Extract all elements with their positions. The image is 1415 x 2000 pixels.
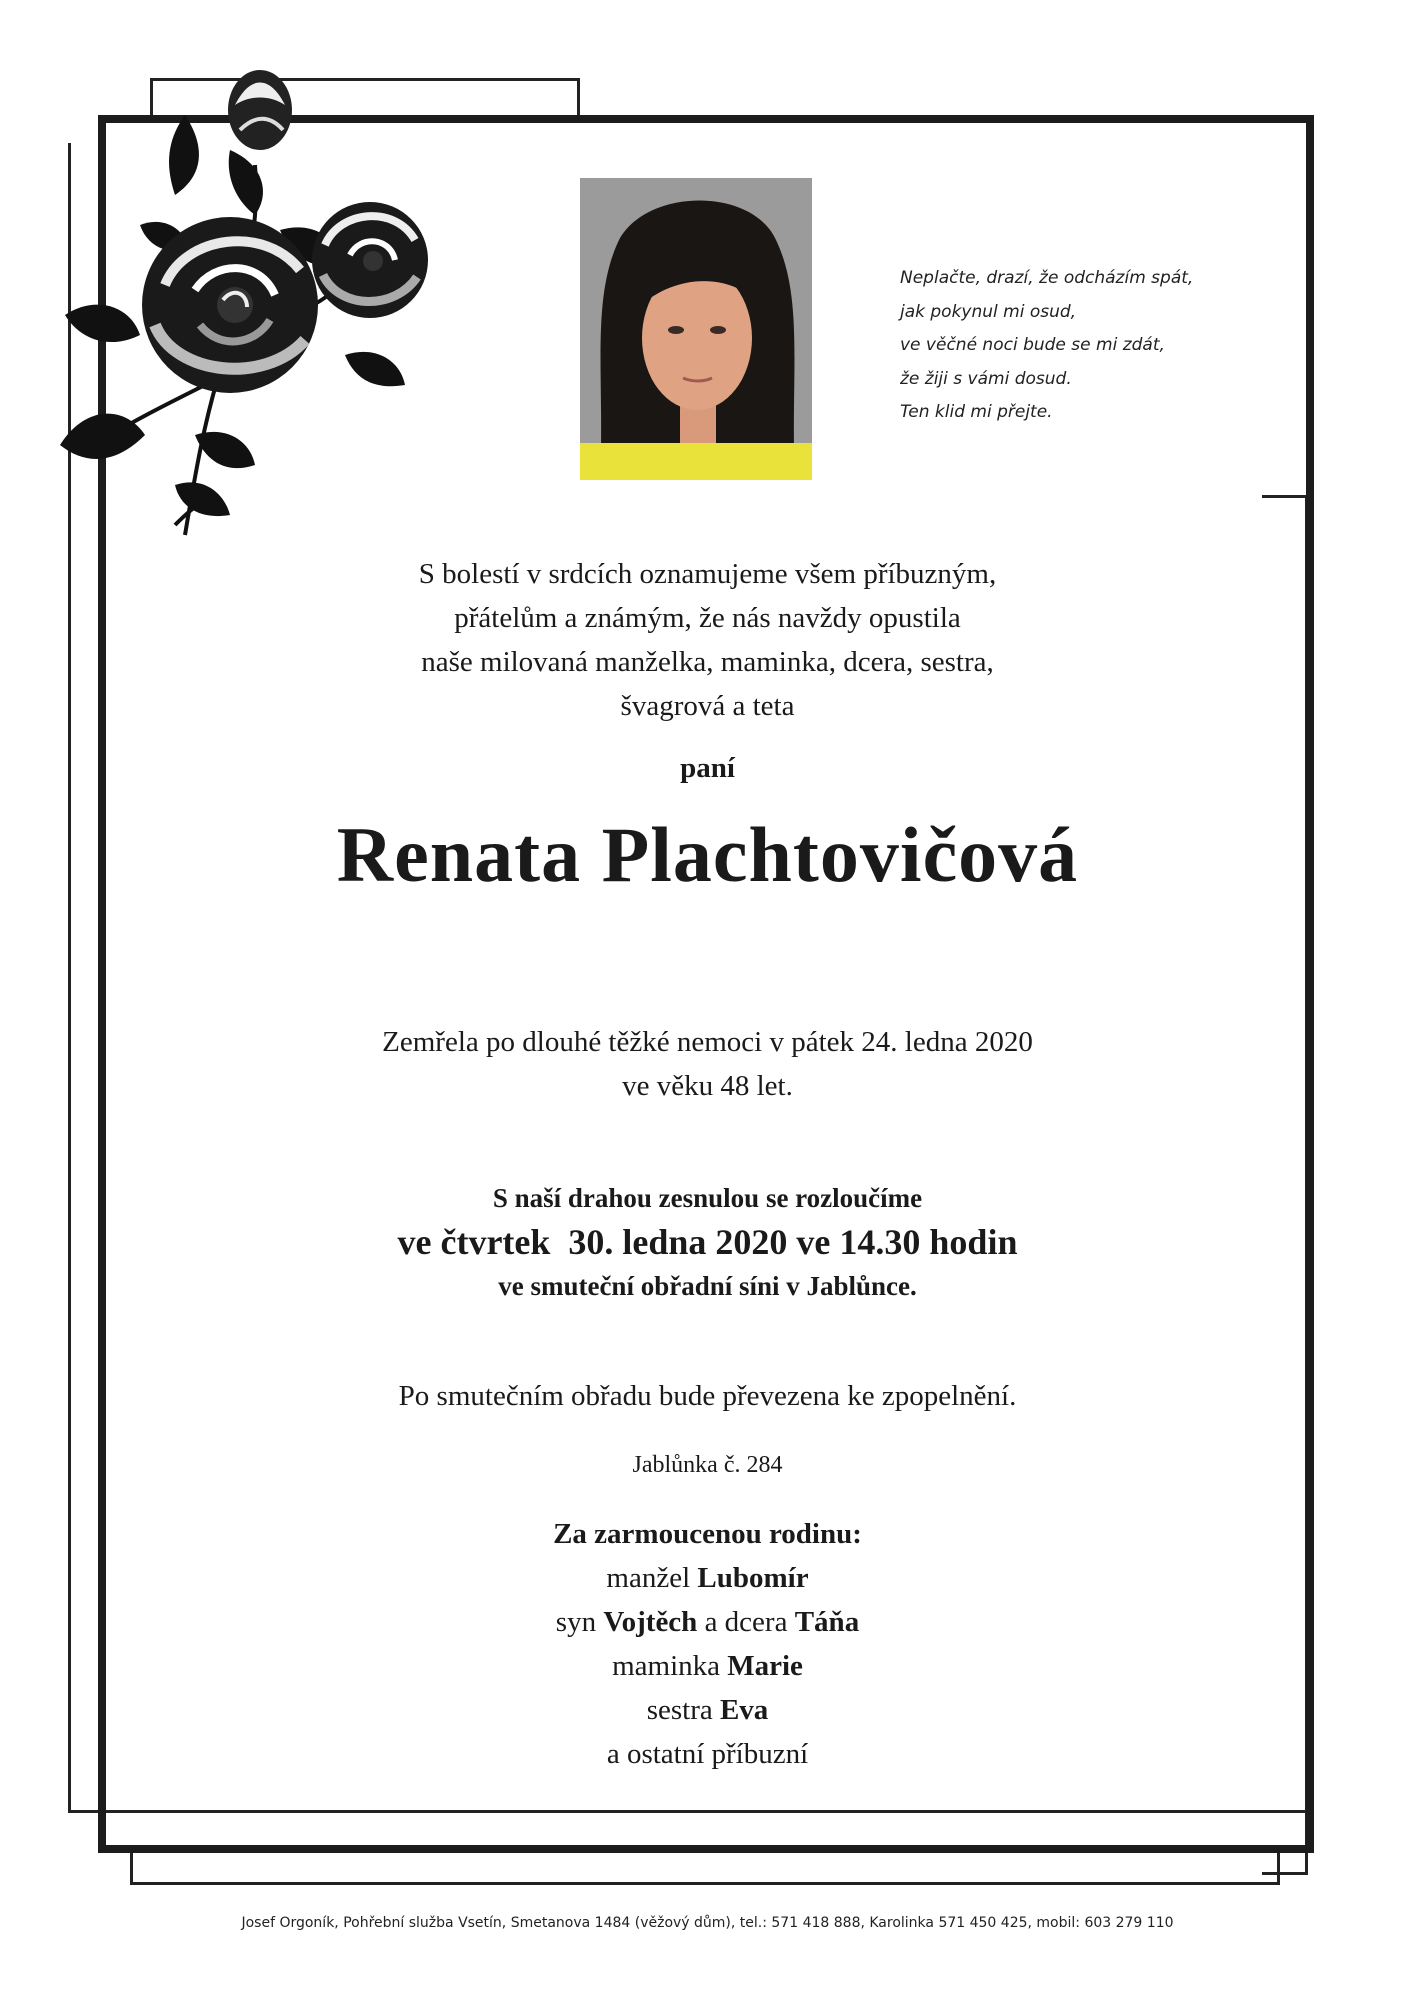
member-name: Eva (719, 1694, 769, 1726)
honorific-title: paní (680, 752, 735, 784)
intro-line: švagrová a teta (620, 690, 795, 722)
intro-line: naše milovaná manželka, maminka, dcera, sestra, (421, 646, 994, 678)
rose-bud-top (228, 70, 292, 150)
death-notice (0, 1020, 1415, 1108)
relation: syn (555, 1606, 597, 1638)
mourning-family (0, 1512, 1415, 1776)
family-heading: Za zarmoucenou rodinu: (553, 1518, 862, 1550)
rose-small (312, 202, 428, 318)
cremation-note: Po smutečním obřadu bude převezena ke zpopelnění. (398, 1380, 1017, 1412)
intro-line: přátelům a známým, že nás navždy opustila (454, 602, 961, 634)
member-name: Lubomír (697, 1562, 809, 1594)
funeral-service-footer: Josef Orgoník, Pohřební služba Vsetín, Smetanova 1484 (věžový dům), tel.: 571 418 888, Karolinka 571 450 425, mobil: 603 279 110 (241, 1915, 1174, 1931)
member-name: Marie (727, 1650, 803, 1682)
poem (900, 262, 1260, 430)
member-name: Táňa (794, 1606, 860, 1638)
farewell-ceremony (0, 1178, 1415, 1306)
poem-line: jak pokynul mi osud, (900, 301, 1077, 322)
relation: sestra (646, 1694, 713, 1726)
poem-line: Ten klid mi přejte. (900, 402, 1053, 422)
poem-line: že žiji s vámi dosud. (900, 368, 1072, 389)
rose-large (142, 217, 318, 393)
relation: a dcera (704, 1606, 788, 1638)
roses-illustration (55, 55, 475, 555)
intro-line: S bolestí v srdcích oznamujeme všem příbuzným, (418, 558, 997, 590)
farewell-intro: S naší drahou zesnulou se rozloučíme (492, 1183, 923, 1213)
family-member (0, 1556, 1415, 1600)
farewell-venue: ve smuteční obřadní síni v Jablůnce. (498, 1271, 917, 1301)
farewell-datetime: ve čtvrtek 30. ledna 2020 ve 14.30 hodin (397, 1222, 1018, 1262)
member-name: Vojtěch (603, 1606, 698, 1638)
death-line: ve věku 48 let. (622, 1070, 793, 1102)
family-others: a ostatní příbuzní (606, 1738, 809, 1770)
family-member (0, 1688, 1415, 1732)
relation: manžel (606, 1562, 691, 1594)
poem-line: ve věčné noci bude se mi zdát, (900, 335, 1165, 355)
family-address: Jablůnka č. 284 (632, 1452, 783, 1478)
relation: maminka (612, 1650, 720, 1682)
portrait-photo (580, 178, 812, 480)
family-member (0, 1644, 1415, 1688)
deceased-name: Renata Plachtovičová (336, 811, 1079, 898)
announcement-intro (0, 552, 1415, 728)
frame-line-bottom (130, 1853, 1280, 1885)
death-line: Zemřela po dlouhé těžké nemoci v pátek 24. ledna 2020 (382, 1026, 1033, 1058)
poem-line: Neplačte, drazí, že odcházím spát, (900, 268, 1194, 288)
family-member (0, 1600, 1415, 1644)
